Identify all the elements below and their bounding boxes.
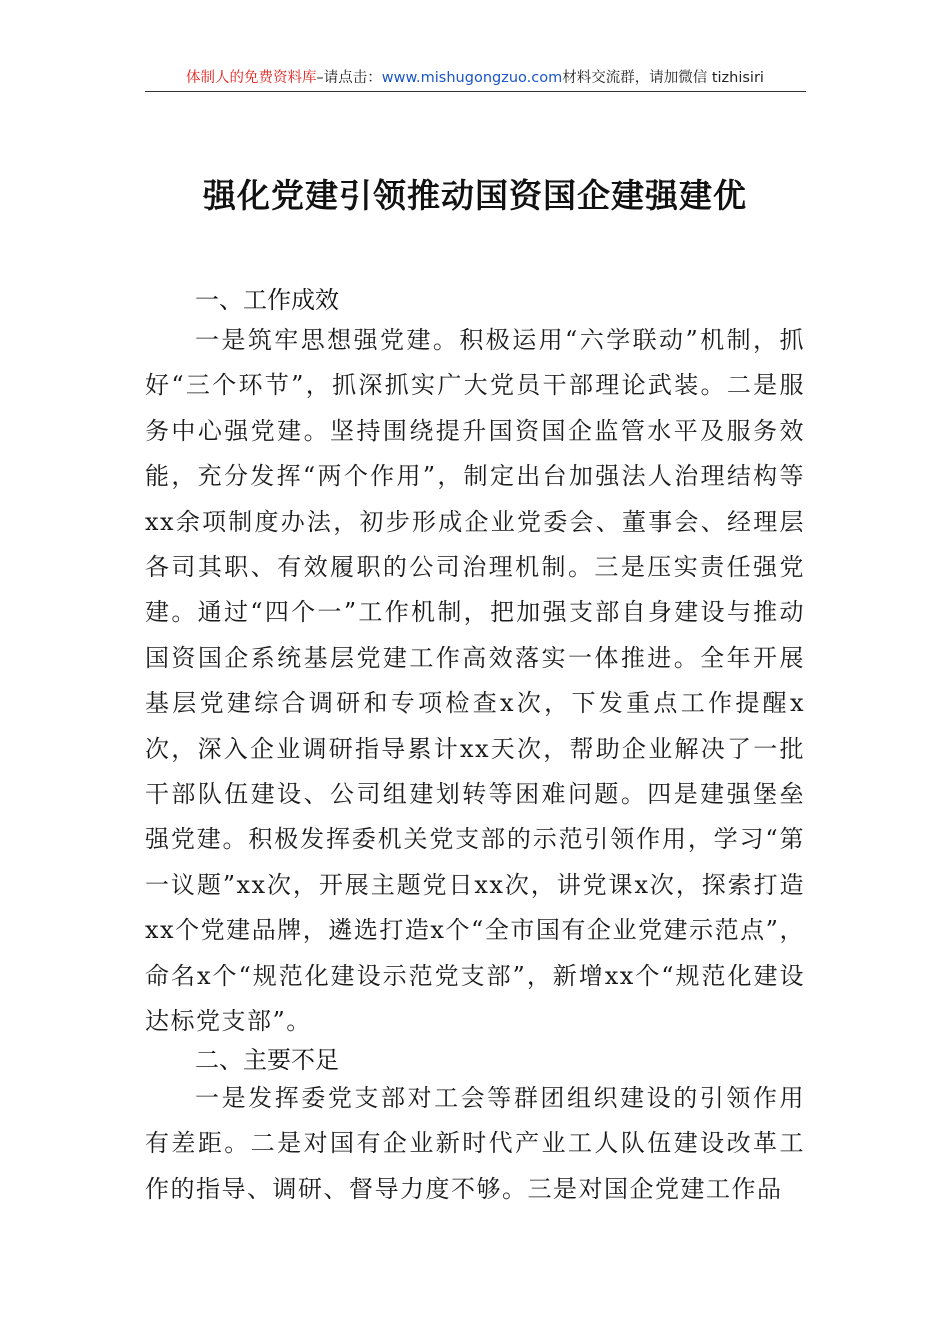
document-title: 强化党建引领推动国资国企建强建优 (203, 176, 747, 215)
page-header (145, 66, 805, 87)
section-body-shortcomings: 一是发挥委党支部对工会等群团组织建设的引领作用有差距。二是对国有企业新时代产业工人队伍建设改革工作的指导、调研、督导力度不够。三是对国企党建工作品 (145, 1084, 805, 1203)
header-url-link[interactable]: www.mishugongzuo.com (381, 70, 563, 86)
section-heading-achievements: 一、工作成效 (195, 286, 339, 314)
header-contact: 材料交流群，请加微信 tizhisiri (562, 70, 764, 86)
header-prompt: –请点击： (316, 70, 382, 86)
header-site-name: 体制人的免费资料库 (186, 70, 317, 86)
section-body-achievements: 一是筑牢思想强党建。积极运用“六学联动”机制，抓好“三个环节”，抓深抓实广大党员干部理论武装。二是服务中心强党建。坚持围绕提升国资国企监管水平及服务效能，充分发挥“两个作用”，制定出台加强法人治理结构等xx余项制度办法，初步形成企业党委会、董事会、经理层各司其职、有效履职的公司治理机制。三是压实责任强党建。通过“四个一”工作机制，把加强支部自身建设与推动国资国企系统基层党建工作高效落实一体推进。全年开展基层党建综合调研和专项检查x次，下发重点工作提醒x次，深入企业调研指导累计xx天次，帮助企业解决了一批干部队伍建设、公司组建划转等困难问题。四是建强堡垒强党建。积极发挥委机关党支部的示范引领作用，学习“第一议题”xx次，开展主题党日xx次，讲党课x次，探索打造xx个党建品牌，遴选打造x个“全市国有企业党建示范点”，命名x个“规范化建设示范党支部”，新增xx个“规范化建设达标党支部”。 (145, 326, 805, 1036)
section-heading-shortcomings: 二、主要不足 (195, 1046, 339, 1074)
header-divider (145, 91, 806, 92)
